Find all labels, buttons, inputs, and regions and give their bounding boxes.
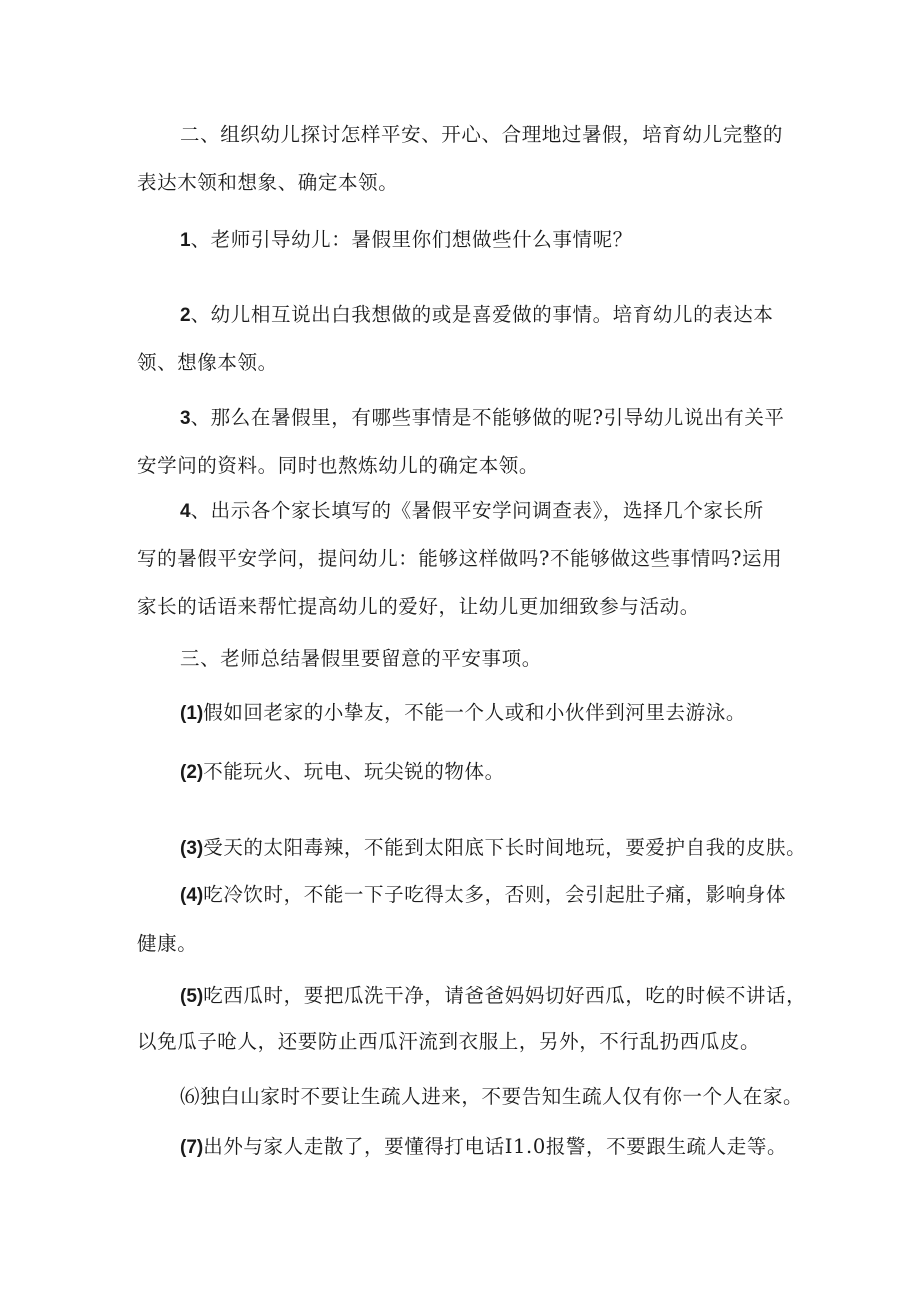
paragraph-line xyxy=(137,593,700,621)
paragraph-line xyxy=(180,301,773,330)
paragraph-line xyxy=(180,497,764,526)
paragraph-line xyxy=(137,545,782,573)
line-text: 吃西瓜时，要把瓜洗干净，请爸爸妈妈切好西瓜，吃的时候不讲话， xyxy=(203,984,807,1007)
item-number: (2) xyxy=(180,762,204,783)
line-text: 领、想像本领。 xyxy=(137,351,278,374)
line-text: 、幼儿相互说出白我想做的或是喜爱做的事情。培育幼儿的表达本 xyxy=(190,303,774,326)
line-text: 、老师引导幼儿：暑假里你们想做些什么事情呢？ xyxy=(190,228,633,251)
list-item xyxy=(180,1083,803,1111)
line-text: ⑹独白山家时不要让生疏人进来，不要告知生疏人仅有你一个人在家。 xyxy=(180,1085,804,1108)
paragraph-line xyxy=(180,121,783,149)
item-number: 3 xyxy=(180,408,191,429)
paragraph-line xyxy=(180,226,633,255)
line-text: 、那么在暑假里，有哪些事情是不能够做的呢?引导幼儿说出有关平 xyxy=(190,406,785,429)
paragraph-line xyxy=(137,930,197,958)
item-number: 1 xyxy=(180,230,191,251)
paragraph-line xyxy=(137,349,278,377)
list-item xyxy=(180,834,806,863)
list-item xyxy=(180,699,746,728)
line-text: 受天的太阳毒辣，不能到太阳底下长时间地玩，要爱护自我的皮肤。 xyxy=(203,836,807,859)
line-text: 写的暑假平安学问，提问幼儿：能够这样做吗?不能够做这些事情吗?运用 xyxy=(137,547,783,570)
item-number: (7) xyxy=(180,1137,204,1158)
line-text: 三、老师总结暑假里要留意的平安事项。 xyxy=(180,647,542,670)
list-item xyxy=(180,758,505,787)
item-number: (4) xyxy=(180,885,204,906)
line-text: 假如回老家的小挚友，不能一个人或和小伙伴到河里去游泳。 xyxy=(203,701,746,724)
line-text: 出外与家人走散了，要懂得打电话I1.0报警，不要跟生疏人走等。 xyxy=(203,1135,788,1158)
list-item xyxy=(180,881,786,910)
section-heading xyxy=(180,645,542,673)
item-number: 2 xyxy=(180,305,191,326)
item-number: (1) xyxy=(180,703,204,724)
line-text: 、出示各个家长填写的《暑假平安学问调查表》，选择几个家长所 xyxy=(190,499,764,522)
line-text: 表达木领和想象、确定本领。 xyxy=(137,171,399,194)
line-text: 吃冷饮时，不能一下子吃得太多，否则，会引起肚子痛，影响身体 xyxy=(203,883,787,906)
paragraph-line xyxy=(180,404,785,433)
line-text: 不能玩火、玩电、玩尖锐的物体。 xyxy=(203,760,505,783)
list-item xyxy=(180,982,806,1011)
item-number: (3) xyxy=(180,838,204,859)
list-item xyxy=(180,1133,787,1162)
line-text: 二、组织幼儿探讨怎样平安、开心、合理地过暑假，培育幼儿完整的 xyxy=(180,123,784,146)
paragraph-line xyxy=(137,452,539,480)
line-text: 健康。 xyxy=(137,932,198,955)
line-text: 家长的话语来帮忙提高幼儿的爱好，让幼儿更加细致参与活动。 xyxy=(137,595,700,618)
item-number: 4 xyxy=(180,501,191,522)
item-number: (5) xyxy=(180,986,204,1007)
line-text: 安学问的资料。同时也熬炼幼儿的确定本领。 xyxy=(137,454,540,477)
paragraph-line xyxy=(137,1028,760,1056)
line-text: 以免瓜子呛人，还要防止西瓜汗流到衣服上，另外，不行乱扔西瓜皮。 xyxy=(137,1030,761,1053)
paragraph-line xyxy=(137,169,398,197)
